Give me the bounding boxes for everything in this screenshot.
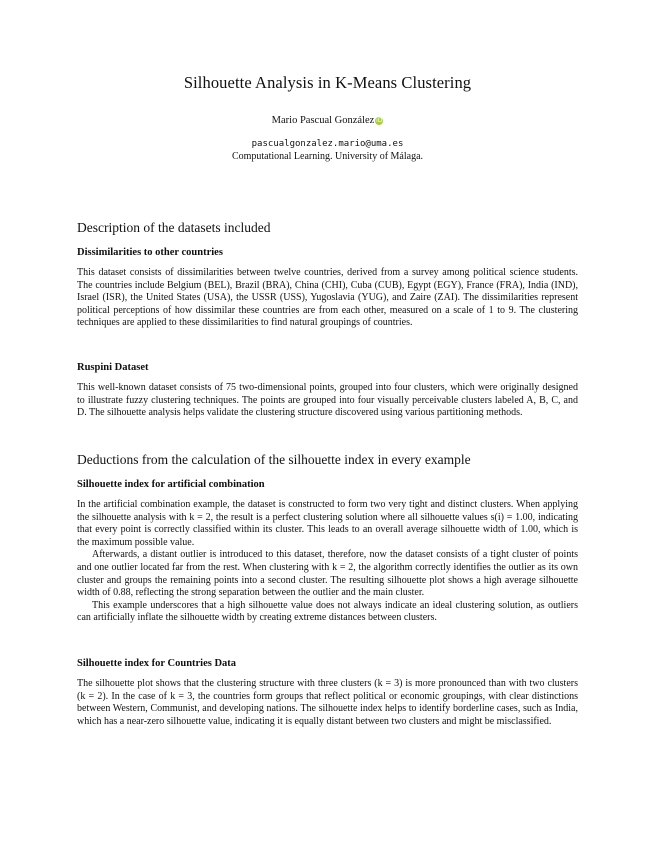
paragraph: In the artificial combination example, the dataset is constructed to form two very tight and distinct clusters. When applying the silhouette analysis with k = 2, the result is a perfect clustering solution where all silhouette values s(i) = 1.00, indicating that every point is correctly classified within its cluster. This leads to an overall average silhouette width of 1.00, which is the maximum possible value. (77, 499, 578, 548)
section-heading: Description of the datasets included (77, 220, 271, 235)
subsection-heading: Ruspini Dataset (77, 362, 149, 373)
author-line (0, 115, 655, 126)
subsection-heading: Silhouette index for Countries Data (77, 658, 237, 669)
subsection-heading: Silhouette index for artificial combination (77, 479, 265, 490)
section-deductions (77, 452, 578, 468)
subsection-artificial (77, 479, 578, 490)
paragraph-block (77, 499, 578, 625)
subsection-dissimilarities (77, 247, 578, 258)
subsection-countries (77, 658, 578, 669)
section-datasets (77, 220, 578, 236)
paragraph: This dataset consists of dissimilarities between twelve countries, derived from a survey among political science students. The countries include Belgium (BEL), Brazil (BRA), China (CHI), Cuba (CUB), Egypt (EGY), France (FRA), India (IND), Israel (ISR), the United States (USA), the USSR (USS), Yugoslavia (YUG), and Zaire (ZAI). The dissimilarities represent political perceptions of how dissimilar these countries are from each other, measured on a scale of 1 to 9. The clustering techniques are applied to these dissimilarities to find natural groupings of countries. (77, 267, 578, 329)
author-affiliation: Computational Learning. University of Málaga. (231, 151, 424, 162)
paragraph-block (77, 382, 578, 420)
paragraph: This well-known dataset consists of 75 two-dimensional points, grouped into four clusters, which were originally designed to illustrate fuzzy clustering techniques. The points are grouped into four visually perceivable clusters labeled A, B, C, and D. The silhouette analysis helps validate the clustering structure discovered using various partitioning methods. (77, 382, 578, 419)
paragraph-block (77, 678, 578, 728)
orcid-icon[interactable]: iD (376, 117, 383, 124)
subsection-ruspini (77, 362, 578, 373)
section-heading: Deductions from the calculation of the silhouette index in every example (77, 452, 471, 467)
paragraph: This example underscores that a high silhouette value does not always indicate an ideal clustering solution, as outliers can artificially inflate the silhouette width by creating extreme distances between clusters. (77, 599, 578, 624)
author-name: Mario Pascual González (271, 115, 375, 126)
paragraph: The silhouette plot shows that the clustering structure with three clusters (k = 3) is more pronounced than with two clusters (k = 2). In the case of k = 3, the countries form groups that reflect political or economic groupings, with clear distinctions between Western, Communist, and developing nations. The silhouette index helps to identify borderline cases, such as India, which has a near-zero silhouette value, indicating it is equally distant between two clusters and might be misclassified. (77, 678, 578, 727)
paragraph: Afterwards, a distant outlier is introduced to this dataset, therefore, now the dataset consists of a tight cluster of points and one outlier located far from the rest. When clustering with k = 2, the algorithm correctly identifies the outlier as its own cluster and groups the remaining points into a second cluster. The resulting silhouette plot shows a high average silhouette width of 0.88, reflecting the strong separation between the outlier and the main cluster. (77, 549, 578, 599)
paper-title: Silhouette Analysis in K-Means Clustering (183, 73, 472, 92)
paragraph-block (77, 267, 578, 330)
subsection-heading: Dissimilarities to other countries (77, 247, 223, 258)
author-email[interactable]: pascualgonzalez.mario@uma.es (251, 139, 404, 149)
